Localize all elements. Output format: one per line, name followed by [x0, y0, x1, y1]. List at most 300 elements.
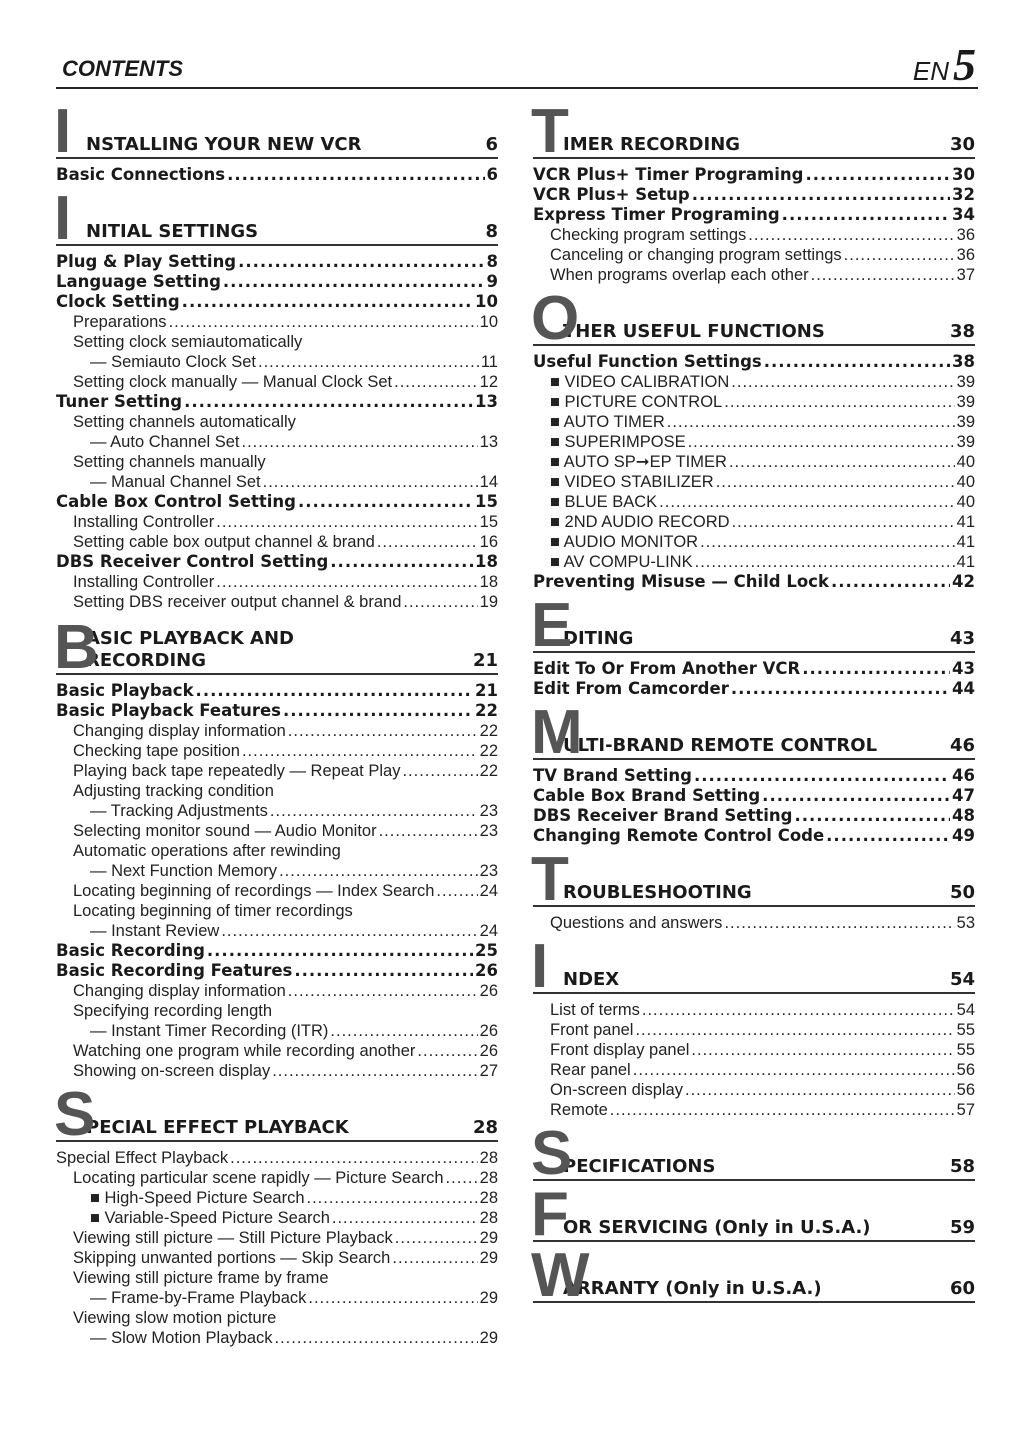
section-page-number: 30 [949, 134, 975, 155]
section-title-line: PECIFICATIONS [563, 1156, 716, 1177]
section-entries [56, 159, 498, 189]
dot-leader [216, 512, 477, 532]
entry-title: List of terms [550, 1001, 640, 1019]
dot-leader [805, 165, 950, 185]
toc-entry[interactable] [533, 552, 975, 572]
entry-page-number: 41 [956, 553, 975, 571]
toc-entry[interactable] [533, 1040, 975, 1060]
section-initial: M [531, 698, 583, 767]
toc-entry[interactable] [56, 1148, 498, 1168]
entry-page-number: 57 [956, 1101, 975, 1119]
toc-entry[interactable] [533, 265, 975, 285]
toc-entry[interactable] [56, 512, 498, 532]
entry-title: ■ AUDIO MONITOR [550, 533, 699, 551]
section-entries [533, 1303, 975, 1307]
dot-leader [642, 1000, 955, 1020]
dot-leader [764, 352, 950, 372]
toc-entry[interactable] [533, 245, 975, 265]
dot-leader [182, 292, 473, 312]
section-title-line: ULTI-BRAND REMOTE CONTROL [563, 735, 878, 756]
toc-entry[interactable] [56, 1188, 498, 1208]
toc-entry[interactable] [533, 766, 975, 786]
entry-title: — Slow Motion Playback [90, 1329, 273, 1347]
entry-page-number: 18 [479, 573, 498, 591]
toc-entry[interactable] [533, 492, 975, 512]
entry-page-number: 22 [479, 742, 498, 760]
entry-title: Remote [550, 1101, 608, 1119]
entry-page-number: 16 [479, 533, 498, 551]
section-initial: W [531, 1241, 590, 1310]
dot-leader [685, 1080, 955, 1100]
entry-page-number: 55 [956, 1021, 975, 1039]
section-page-number: 46 [949, 735, 975, 756]
section-entries [56, 675, 498, 1085]
entry-title: ■ SUPERIMPOSE [550, 433, 686, 451]
entry-title: ■ High-Speed Picture Search [90, 1189, 305, 1207]
toc-entry[interactable] [533, 572, 975, 592]
toc-entry[interactable] [56, 1208, 498, 1228]
section-entries [533, 994, 975, 1124]
toc-entry[interactable] [56, 412, 498, 432]
dot-leader [811, 265, 955, 285]
section-heading[interactable] [86, 1091, 498, 1140]
toc-entry[interactable] [533, 826, 975, 846]
entry-title: — Tracking Adjustments [90, 802, 268, 820]
section-heading[interactable] [563, 856, 975, 905]
section-specifications [531, 1119, 975, 1188]
entry-page-number: 28 [479, 1209, 498, 1227]
toc-entry[interactable] [56, 552, 498, 572]
section-page-number: 6 [485, 134, 498, 155]
section-title [563, 1217, 871, 1239]
entry-title: Express Timer Programing [533, 205, 780, 224]
entry-page-number: 29 [479, 1289, 498, 1307]
toc-entry[interactable] [533, 352, 975, 372]
entry-page-number: 41 [956, 513, 975, 531]
entry-title: Locating particular scene rapidly — Picture Search [73, 1169, 444, 1187]
entry-page-number: 23 [479, 802, 498, 820]
section-page-number: 60 [949, 1278, 975, 1299]
section-for-servicing-only-in-u-s-a [531, 1180, 975, 1249]
entry-title: Useful Function Settings [533, 352, 762, 371]
entry-title: Viewing still picture — Still Picture Playback [73, 1229, 393, 1247]
entry-title: Setting channels manually [73, 453, 266, 471]
entry-page-number: 42 [952, 572, 975, 591]
entry-page-number: 48 [952, 806, 975, 825]
toc-entry[interactable] [56, 1021, 498, 1041]
entry-page-number: 13 [475, 392, 498, 411]
toc-entry[interactable] [533, 806, 975, 826]
entry-title: Plug & Play Setting [56, 252, 237, 271]
entry-page-number: 41 [956, 533, 975, 551]
entry-title: ■ 2ND AUDIO RECORD [550, 513, 730, 531]
entry-page-number: 10 [475, 292, 498, 311]
entry-title: Watching one program while recording another [73, 1042, 416, 1060]
section-title-line: ROUBLESHOOTING [563, 882, 752, 903]
entry-title: Setting cable box output channel & brand [73, 533, 375, 551]
toc-entry[interactable] [533, 1020, 975, 1040]
dot-leader [731, 679, 950, 699]
toc-entry[interactable] [56, 532, 498, 552]
entry-page-number: 24 [479, 922, 498, 940]
toc-entry[interactable] [56, 881, 498, 901]
entry-title: DBS Receiver Brand Setting [533, 806, 793, 825]
entry-page-number: 25 [475, 941, 498, 960]
entry-title: — Instant Timer Recording (ITR) [90, 1022, 329, 1040]
section-title-line: NITIAL SETTINGS [86, 221, 259, 242]
entry-page-number: 24 [479, 882, 498, 900]
dot-leader [716, 472, 955, 492]
section-entries [533, 346, 975, 596]
entry-title: Installing Controller [73, 513, 215, 531]
toc-entry[interactable] [533, 913, 975, 933]
entry-title: VCR Plus+ Timer Programing [533, 165, 804, 184]
dot-leader [659, 492, 954, 512]
entry-title: Adjusting tracking condition [73, 782, 274, 800]
toc-entry[interactable] [533, 432, 975, 452]
dot-leader [395, 1228, 478, 1248]
section-title [563, 1156, 715, 1178]
toc-entry[interactable] [56, 432, 498, 452]
entry-page-number: 39 [956, 413, 975, 431]
section-title-line: PECIAL EFFECT PLAYBACK [86, 1117, 349, 1138]
entry-page-number: 8 [486, 252, 498, 271]
entry-title: DBS Receiver Control Setting [56, 552, 329, 571]
dot-leader [242, 741, 478, 761]
entry-page-number: 23 [479, 862, 498, 880]
dot-leader [831, 572, 950, 592]
toc-entry[interactable] [533, 679, 975, 699]
toc-entry[interactable] [56, 821, 498, 841]
section-initial: T [531, 97, 569, 166]
entry-page-number: 21 [475, 681, 498, 700]
section-warranty-only-in-u-s-a [531, 1241, 975, 1310]
toc-entry[interactable] [56, 312, 498, 332]
entry-page-number: 26 [475, 961, 498, 980]
toc-entry[interactable] [56, 921, 498, 941]
toc-entry[interactable] [56, 492, 498, 512]
entry-page-number: 26 [479, 1042, 498, 1060]
dot-leader [436, 881, 477, 901]
toc-entry[interactable] [56, 781, 498, 801]
dot-leader [332, 1208, 478, 1228]
entry-page-number: 36 [956, 226, 975, 244]
dot-leader [216, 572, 477, 592]
toc-entry[interactable] [533, 532, 975, 552]
dot-leader [263, 472, 478, 492]
entry-title: Changing display information [73, 982, 286, 1000]
section-troubleshooting [531, 845, 975, 914]
entry-title: Viewing slow motion picture [73, 1309, 277, 1327]
toc-entry[interactable] [56, 1041, 498, 1061]
toc-entry[interactable] [56, 165, 498, 185]
toc-entry[interactable] [56, 801, 498, 821]
toc-entry[interactable] [56, 272, 498, 292]
toc-entry[interactable] [56, 941, 498, 961]
dot-leader [283, 701, 473, 721]
dot-leader [207, 941, 473, 961]
toc-entry[interactable] [533, 1060, 975, 1080]
toc-entry[interactable] [533, 165, 975, 185]
toc-entry[interactable] [56, 252, 498, 272]
entry-page-number: 53 [956, 914, 975, 932]
section-page-number: 8 [485, 221, 498, 242]
section-heading[interactable] [86, 108, 498, 157]
section-title [86, 134, 362, 156]
dot-leader [446, 1168, 478, 1188]
toc-entry[interactable] [56, 472, 498, 492]
toc-entry[interactable] [56, 1061, 498, 1081]
dot-leader [392, 1248, 477, 1268]
entry-page-number: 39 [956, 393, 975, 411]
section-heading[interactable] [563, 1191, 975, 1240]
entry-page-number: 49 [952, 826, 975, 845]
entry-page-number: 10 [479, 313, 498, 331]
entry-title: When programs overlap each other [550, 266, 809, 284]
entry-title: Changing Remote Control Code [533, 826, 825, 845]
section-page-number: 28 [472, 1117, 498, 1138]
dot-leader [782, 205, 950, 225]
section-initial: F [531, 1180, 569, 1249]
section-title [563, 969, 619, 991]
entry-title: ■ AUTO SP➞EP TIMER [550, 453, 727, 471]
section-heading[interactable] [563, 1252, 975, 1301]
section-page-number: 43 [949, 628, 975, 649]
section-entries [533, 159, 975, 289]
section-heading[interactable] [86, 622, 498, 673]
toc-entry[interactable] [56, 1328, 498, 1348]
dot-leader [794, 806, 950, 826]
entry-page-number: 36 [956, 246, 975, 264]
toc-entry[interactable] [56, 1308, 498, 1328]
dot-leader [732, 512, 955, 532]
entry-title: Clock Setting [56, 292, 180, 311]
toc-entry[interactable] [533, 512, 975, 532]
section-title-line: ARRANTY (Only in U.S.A.) [563, 1278, 822, 1299]
section-entries [533, 653, 975, 703]
entry-title: Changing display information [73, 722, 286, 740]
toc-entry[interactable] [533, 205, 975, 225]
toc-entry[interactable] [56, 981, 498, 1001]
section-title [86, 628, 294, 672]
page-number-block [912, 39, 976, 90]
toc-entry[interactable] [56, 352, 498, 372]
section-title [563, 882, 752, 904]
toc-entry[interactable] [56, 741, 498, 761]
entry-title: Cable Box Brand Setting [533, 786, 761, 805]
language-code: EN [912, 56, 949, 86]
entry-page-number: 22 [479, 722, 498, 740]
entry-title: TV Brand Setting [533, 766, 692, 785]
toc-entry[interactable] [56, 592, 498, 612]
toc-entry[interactable] [533, 472, 975, 492]
toc-right-column [531, 97, 975, 1310]
section-page-number: 38 [949, 321, 975, 342]
toc-entry[interactable] [56, 292, 498, 312]
entry-page-number: 54 [956, 1001, 975, 1019]
entry-title: Installing Controller [73, 573, 215, 591]
toc-entry[interactable] [56, 961, 498, 981]
entry-title: Language Setting [56, 272, 221, 291]
section-heading[interactable] [86, 195, 498, 244]
dot-leader [826, 826, 950, 846]
entry-title: Preparations [73, 313, 167, 331]
section-heading[interactable] [563, 295, 975, 344]
entry-title: — Frame-by-Frame Playback [90, 1289, 307, 1307]
section-page-number: 21 [472, 650, 498, 671]
toc-entry[interactable] [56, 1001, 498, 1021]
entry-page-number: 15 [479, 513, 498, 531]
dot-leader [279, 861, 478, 881]
toc-entry[interactable] [56, 1288, 498, 1308]
toc-entry[interactable] [56, 761, 498, 781]
entry-page-number: 55 [956, 1041, 975, 1059]
dot-leader [402, 761, 477, 781]
toc-entry[interactable] [56, 1168, 498, 1188]
section-title-line: DITING [563, 628, 634, 649]
toc-entry[interactable] [56, 372, 498, 392]
entry-page-number: 19 [479, 593, 498, 611]
toc-entry[interactable] [56, 721, 498, 741]
entry-page-number: 22 [475, 701, 498, 720]
toc-entry[interactable] [56, 332, 498, 352]
dot-leader [196, 681, 473, 701]
entry-page-number: 6 [486, 165, 498, 184]
toc-entry[interactable] [533, 392, 975, 412]
entry-title: ■ BLUE BACK [550, 493, 658, 511]
section-entries [533, 1181, 975, 1185]
contents-heading: CONTENTS [62, 56, 183, 81]
section-initial: I [54, 97, 72, 166]
section-initial: O [531, 284, 580, 353]
entry-title: Locating beginning of timer recordings [73, 902, 353, 920]
entry-title: — Semiauto Clock Set [90, 353, 256, 371]
toc-entry[interactable] [56, 1248, 498, 1268]
dot-leader [330, 1021, 477, 1041]
entry-title: Preventing Misuse — Child Lock [533, 572, 829, 591]
toc-entry[interactable] [533, 659, 975, 679]
entry-title: Tuner Setting [56, 392, 183, 411]
entry-page-number: 18 [475, 552, 498, 571]
toc-entry[interactable] [533, 1100, 975, 1120]
entry-title: Canceling or changing program settings [550, 246, 842, 264]
entry-title: Checking program settings [550, 226, 747, 244]
toc-entry[interactable] [56, 452, 498, 472]
section-heading[interactable] [563, 1130, 975, 1179]
section-title [563, 1278, 822, 1300]
section-heading[interactable] [563, 709, 975, 758]
section-title-line-2: RECORDING [86, 650, 207, 671]
toc-entry[interactable] [56, 701, 498, 721]
toc-entry[interactable] [533, 185, 975, 205]
section-entries [533, 907, 975, 937]
toc-entry[interactable] [56, 1228, 498, 1248]
toc-entry[interactable] [56, 861, 498, 881]
entry-page-number: 56 [956, 1081, 975, 1099]
dot-leader [379, 821, 478, 841]
entry-page-number: 28 [479, 1189, 498, 1207]
dot-leader [169, 312, 478, 332]
entry-page-number: 9 [486, 272, 498, 291]
toc-entry[interactable] [56, 681, 498, 701]
section-index [531, 932, 975, 1001]
dot-leader [238, 252, 484, 272]
section-heading[interactable] [563, 602, 975, 651]
entry-title: Basic Recording [56, 941, 205, 960]
entry-page-number: 29 [479, 1249, 498, 1267]
entry-page-number: 29 [479, 1229, 498, 1247]
section-initial: I [54, 184, 72, 253]
toc-entry[interactable] [533, 412, 975, 432]
toc-entry[interactable] [56, 841, 498, 861]
section-page-number: 50 [949, 882, 975, 903]
entry-title: Questions and answers [550, 914, 723, 932]
entry-page-number: 39 [956, 373, 975, 391]
toc-entry[interactable] [533, 372, 975, 392]
entry-page-number: 11 [480, 353, 498, 371]
section-initial: S [531, 1119, 573, 1188]
entry-title: Specifying recording length [73, 1002, 273, 1020]
toc-entry[interactable] [533, 1000, 975, 1020]
section-editing [531, 591, 975, 660]
toc-entry[interactable] [56, 572, 498, 592]
dot-leader [270, 801, 478, 821]
section-heading[interactable] [563, 943, 975, 992]
dot-leader [377, 532, 478, 552]
header-rule [56, 87, 978, 89]
toc-entry[interactable] [533, 1080, 975, 1100]
toc-entry[interactable] [56, 901, 498, 921]
dot-leader [729, 452, 955, 472]
toc-entry[interactable] [56, 1268, 498, 1288]
entry-title: Checking tape position [73, 742, 240, 760]
dot-leader [184, 392, 473, 412]
section-title [86, 1117, 349, 1139]
toc-entry[interactable] [533, 225, 975, 245]
section-page-number: 59 [949, 1217, 975, 1238]
entry-title: Basic Recording Features [56, 961, 293, 980]
section-title [86, 221, 258, 243]
entry-page-number: 15 [475, 492, 498, 511]
dot-leader [633, 1060, 955, 1080]
section-initial: B [54, 613, 99, 682]
entry-title: Selecting monitor sound — Audio Monitor [73, 822, 377, 840]
dot-leader [802, 659, 950, 679]
dot-leader [307, 1188, 478, 1208]
dot-leader [610, 1100, 955, 1120]
dot-leader [762, 786, 950, 806]
dot-leader [308, 1288, 477, 1308]
dot-leader [223, 272, 485, 292]
entry-page-number: 39 [956, 433, 975, 451]
dot-leader [695, 552, 955, 572]
dot-leader [691, 1040, 954, 1060]
entry-title: — Manual Channel Set [90, 473, 261, 491]
toc-entry[interactable] [533, 452, 975, 472]
section-title [563, 628, 633, 650]
dot-leader [230, 1148, 478, 1168]
entry-title: Automatic operations after rewinding [73, 842, 341, 860]
toc-entry[interactable] [533, 786, 975, 806]
entry-title: ■ AUTO TIMER [550, 413, 665, 431]
entry-title: Rear panel [550, 1061, 631, 1079]
section-heading[interactable] [563, 108, 975, 157]
toc-left-column [54, 97, 498, 1352]
toc-entry[interactable] [56, 392, 498, 412]
dot-leader [635, 1020, 954, 1040]
section-title-line: ASIC PLAYBACK AND [86, 628, 294, 649]
entry-page-number: 38 [952, 352, 975, 371]
